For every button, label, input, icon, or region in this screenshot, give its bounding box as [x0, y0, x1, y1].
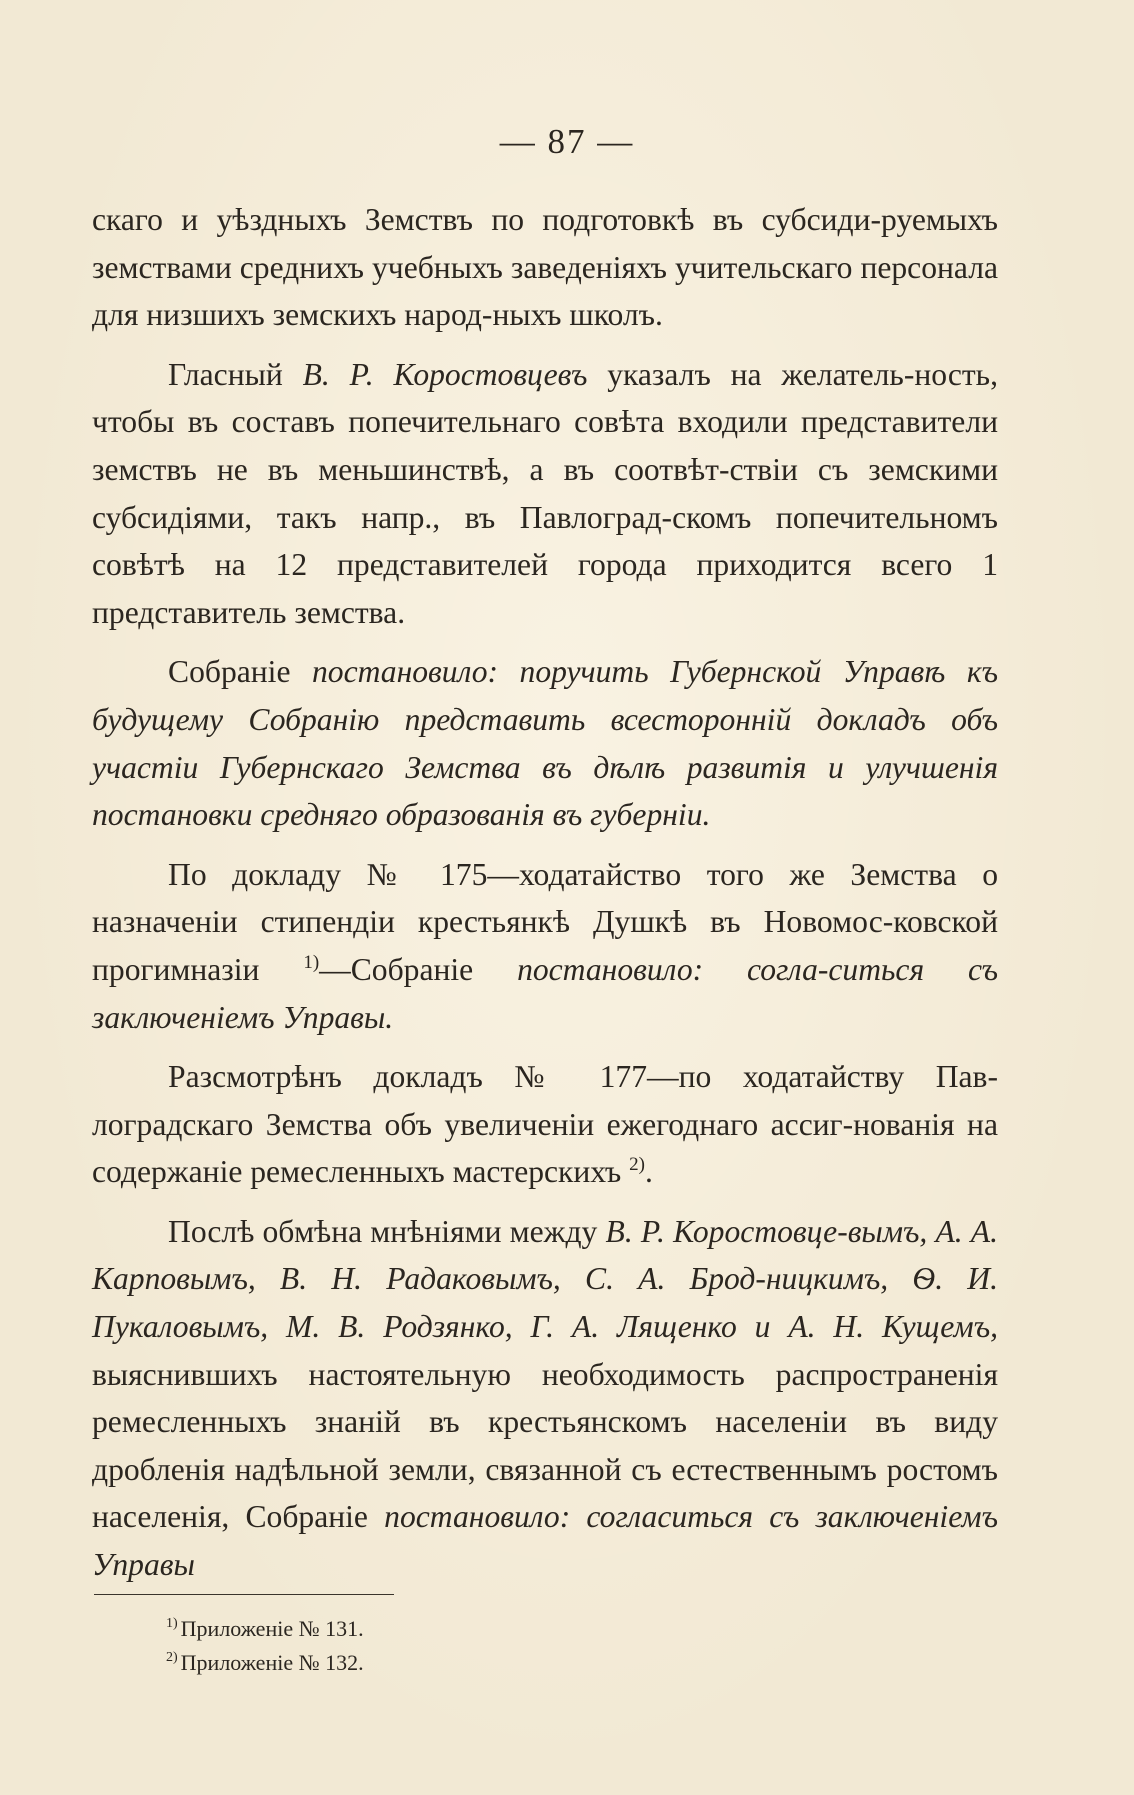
paragraph-1	[92, 196, 998, 339]
footnote-2-text: Приложеніе № 132.	[180, 1650, 364, 1675]
footnotes	[166, 1612, 364, 1680]
footnote-1-mark: 1)	[166, 1616, 178, 1631]
paragraph-6-lead: Послѣ обмѣна мнѣніями между	[168, 1213, 606, 1249]
speaker-name: В. Р. Коростовцевъ	[302, 356, 588, 392]
footnote-2	[166, 1646, 364, 1680]
footnote-2-mark: 2)	[166, 1650, 178, 1665]
footnote-1-text: Приложеніе № 131.	[180, 1616, 364, 1641]
main-text	[92, 196, 998, 1601]
paragraph-5-text: Разсмотрѣнъ докладъ № 177—по ходатайству Пав-лоградскаго Земства объ увеличеніи ежегоднаго ассиг-нованія на содержаніе ремесленныхъ мастерскихъ	[92, 1059, 998, 1190]
paragraph-3-lead: Собраніе	[168, 654, 312, 690]
speaker-names: В. Р. Коростовце-вымъ, А. А. Карповымъ, В. Н. Радаковымъ, С. А. Брод-ницкимъ, Ѳ. И. Пукаловымъ, М. В. Родзянко, Г. А. Лященко и А. Н. Кущемъ,	[92, 1213, 998, 1345]
page-number: — 87 —	[499, 122, 635, 161]
paragraph-4	[92, 851, 998, 1041]
footnote-ref-1: 1)	[303, 951, 320, 973]
paragraph-6	[92, 1208, 998, 1589]
footnote-divider	[94, 1594, 394, 1595]
footnote-ref-2: 2)	[629, 1154, 645, 1176]
paragraph-6-text: выяснившихъ настоятельную необходимость распространенія ремесленныхъ знаній въ крестьянскомъ населеніи въ виду дробленія надѣльной земли, связанной съ естественнымъ ростомъ населенія, Собраніе	[92, 1356, 998, 1535]
resolution-text: постановило: согласиться съ заключеніемъ Управы	[92, 1499, 998, 1583]
paragraph-5	[92, 1053, 998, 1196]
paragraph-3	[92, 648, 998, 838]
paragraph-5-end: .	[644, 1154, 653, 1190]
paragraph-2-text: указалъ на желатель-ность, чтобы въ составъ попечительнаго совѣта входили представители земствъ не въ меньшинствѣ, а въ соотвѣт-ствіи съ земскими субсидіями, такъ напр., въ Павлоград-скомъ попечительномъ совѣтѣ на 12 представителей города приходится всего 1 представитель земства.	[92, 356, 998, 630]
paragraph-4-text: По докладу № 175—ходатайство того же Земства о назначеніи стипендіи крестьянкѣ Душкѣ въ Новомос-ковской прогимназіи	[92, 856, 998, 987]
footnote-1	[166, 1612, 364, 1646]
paragraph-1-text: скаго и уѣздныхъ Земствъ по подготовкѣ въ субсиди-руемыхъ земствами среднихъ учебныхъ заведеніяхъ учительскаго персонала для низшихъ земскихъ народ-ныхъ школъ.	[92, 202, 998, 333]
paragraph-2	[92, 351, 998, 637]
resolution-text: постановило: поручить Губернской Управѣ къ будущему Собранію представить всесторонній докладъ объ участіи Губернскаго Земства въ дѣлѣ развитія и улучшенія постановки средняго образованія въ губерніи.	[92, 654, 998, 833]
paragraph-2-lead: Гласный	[168, 356, 303, 392]
resolution-text: постановило: согла-ситься съ заключеніемъ Управы.	[92, 951, 998, 1035]
paragraph-4-mid: —Собраніе	[319, 951, 518, 987]
